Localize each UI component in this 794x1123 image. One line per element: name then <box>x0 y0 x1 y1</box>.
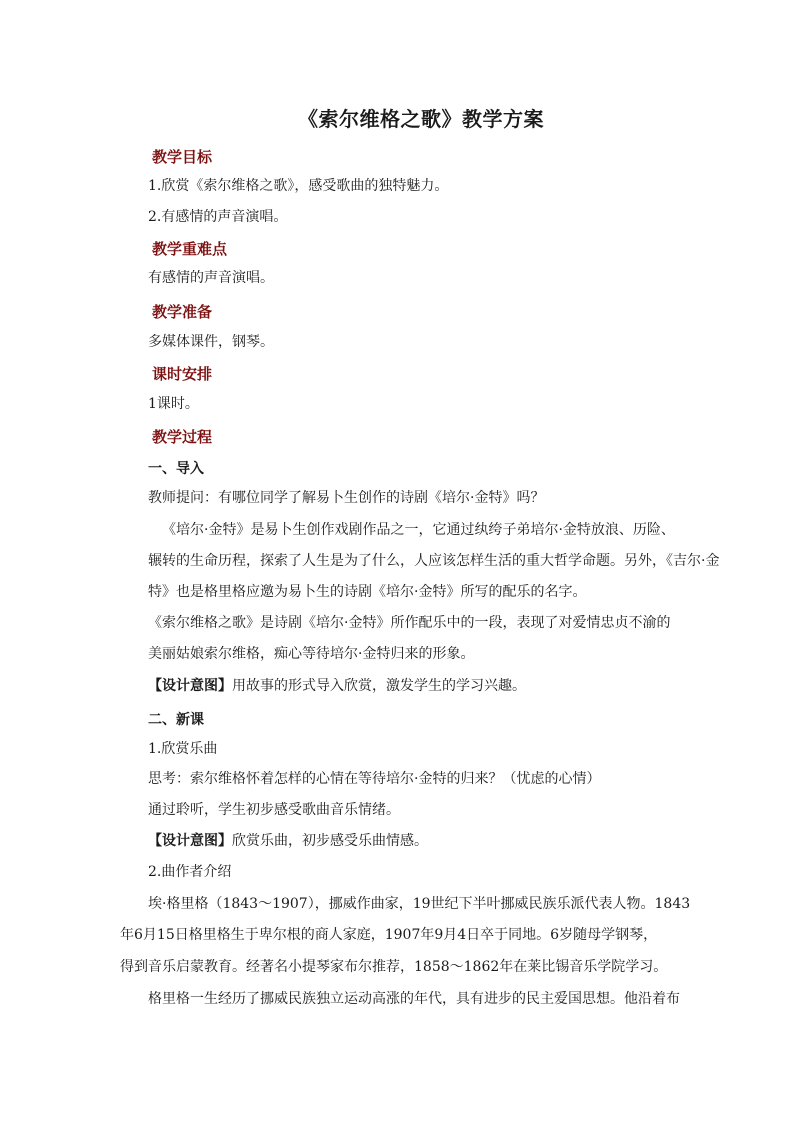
goal-item-2: 2.有感情的声音演唱。 <box>148 209 288 225</box>
goal-item-1: 1.欣赏《索尔维格之歌》，感受歌曲的独特魅力。 <box>148 178 449 194</box>
step2-title: 2.曲作者介绍 <box>148 864 232 880</box>
heading-schedule: 课时安排 <box>152 365 213 383</box>
heading-key-points: 教学重难点 <box>152 240 228 258</box>
new-lesson-design-intent <box>148 832 428 850</box>
heading-process: 教学过程 <box>152 428 213 446</box>
heading-goals: 教学目标 <box>152 148 213 166</box>
preparation-text: 多媒体课件，钢琴。 <box>148 334 274 350</box>
schedule-text: 1课时。 <box>148 396 199 412</box>
intro-question: 教师提问：有哪位同学了解易卜生创作的诗剧《培尔·金特》吗？ <box>148 490 545 506</box>
step1-think: 思考：索尔维格怀着怎样的心情在等待培尔·金特的归来？（忧虑的心情） <box>148 771 601 787</box>
intro-para1-line3: 特》也是格里格应邀为易卜生的诗剧《培尔·金特》所写的配乐的名字。 <box>148 584 587 600</box>
intro-para2-line2: 美丽姑娘索尔维格，痴心等待培尔·金特归来的形象。 <box>148 646 475 662</box>
subheading-intro: 一、导入 <box>148 461 204 477</box>
design-intent-label: 【设计意图】 <box>148 678 232 694</box>
design-intent-text: 欣赏乐曲，初步感受乐曲情感。 <box>232 833 428 849</box>
design-intent-text: 用故事的形式导入欣赏，激发学生的学习兴趣。 <box>232 678 526 694</box>
step1-title: 1.欣赏乐曲 <box>148 741 218 757</box>
intro-design-intent <box>148 677 526 695</box>
step1-listen: 通过聆听，学生初步感受歌曲音乐情绪。 <box>148 802 400 818</box>
document-title: 《索尔维格之歌》教学方案 <box>298 107 544 131</box>
heading-preparation: 教学准备 <box>152 303 213 321</box>
bio-line-1: 埃·格里格（1843～1907），挪威作曲家，19世纪下半叶挪威民族乐派代表人物。1843 <box>148 896 691 912</box>
bio-line-4: 格里格一生经历了挪威民族独立运动高涨的年代，具有进步的民主爱国思想。他沿着布 <box>148 991 680 1007</box>
design-intent-label: 【设计意图】 <box>148 833 232 849</box>
intro-para2-line1: 《索尔维格之歌》是诗剧《培尔·金特》所作配乐中的一段，表现了对爱情忠贞不渝的 <box>148 615 671 631</box>
intro-para1-line2: 辗转的生命历程，探索了人生是为了什么，人应该怎样生活的重大哲学命题。另外，《吉尔·金 <box>148 553 720 569</box>
subheading-new-lesson: 二、新课 <box>148 712 204 728</box>
bio-line-2: 年6月15日格里格生于卑尔根的商人家庭，1907年9月4日卒于同地。6岁随母学钢琴， <box>120 927 658 943</box>
bio-line-3: 得到音乐启蒙教育。经著名小提琴家布尔推荐，1858～1862年在莱比锡音乐学院学习。 <box>120 959 668 975</box>
intro-para1-line1: 《培尔·金特》是易卜生创作戏剧作品之一，它通过纨绔子弟培尔·金特放浪、历险、 <box>162 522 675 538</box>
key-points-text: 有感情的声音演唱。 <box>148 270 274 286</box>
